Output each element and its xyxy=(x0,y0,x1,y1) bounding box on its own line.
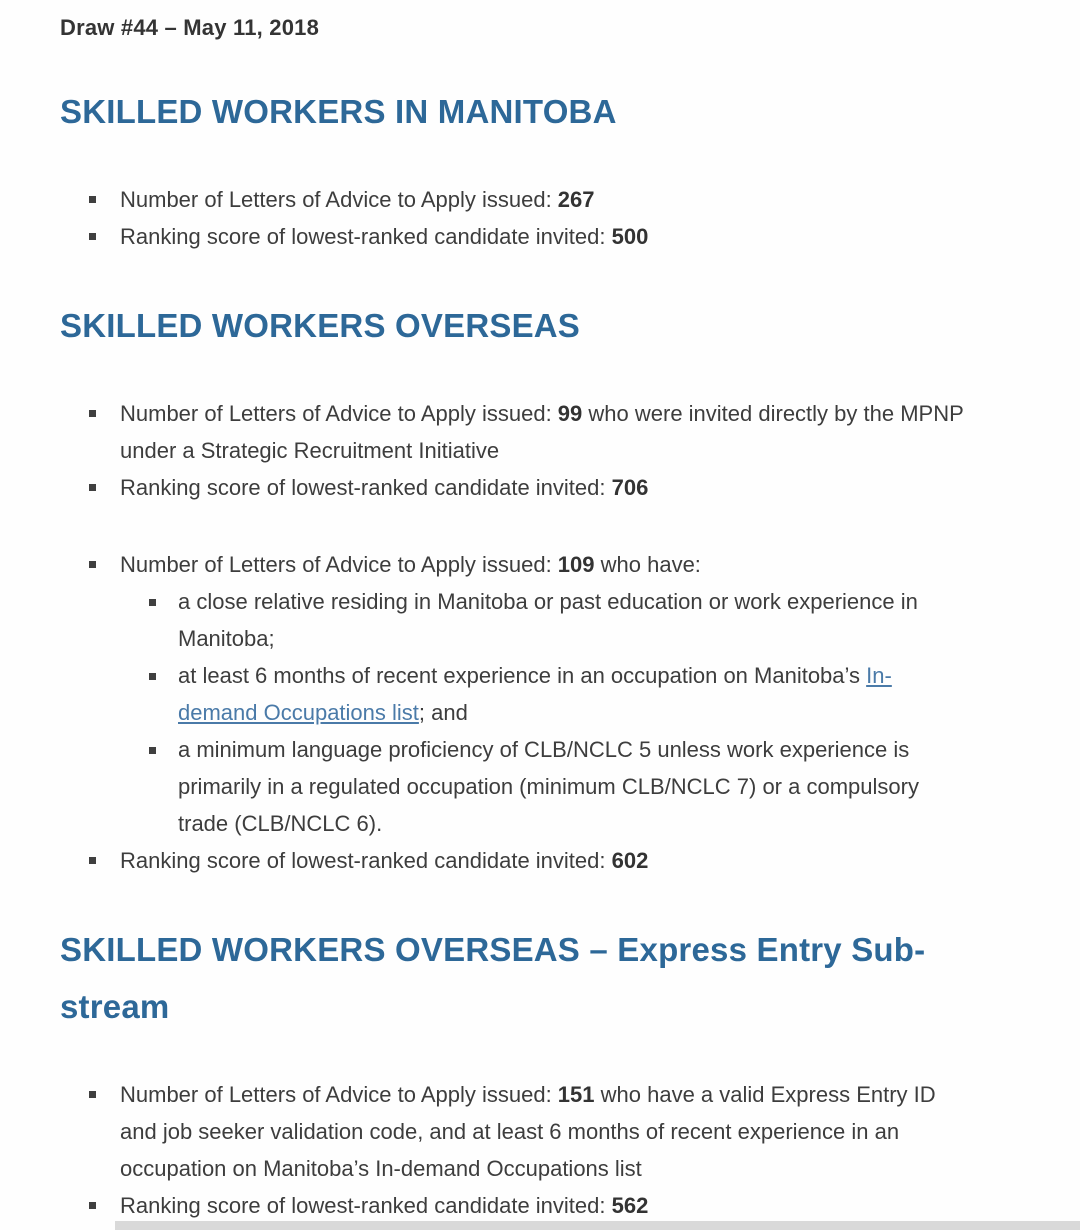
list-item xyxy=(178,657,968,731)
list-item xyxy=(120,842,978,879)
bullet-list xyxy=(60,395,980,506)
bullet-list xyxy=(60,546,980,879)
list-item xyxy=(120,395,978,469)
text-run: a close relative residing in Manitoba or past education or work experience in Manitoba; xyxy=(178,588,918,651)
bold-value: 99 xyxy=(557,400,583,426)
bullet-list xyxy=(60,181,980,255)
section-heading: SKILLED WORKERS OVERSEAS xyxy=(60,306,581,344)
bold-value: 151 xyxy=(557,1082,595,1107)
text-run: who have a valid Express Entry ID and job seeker validation code, and at least 6 months of recent experience in an occupation on Manitoba’s In-demand Occupations list xyxy=(120,1082,936,1181)
text-run: Number of Letters of Advice to Apply issued: xyxy=(120,1082,558,1107)
text-run: Ranking score of lowest-ranked candidate invited: xyxy=(120,474,612,500)
list-item xyxy=(120,218,978,255)
sections xyxy=(60,83,984,1224)
in-demand-occupations-link[interactable]: In-demand Occupations list xyxy=(178,662,892,725)
section-heading: SKILLED WORKERS OVERSEAS – Express Entry Sub-stream xyxy=(60,930,926,1026)
text-run: Ranking score of lowest-ranked candidate invited: xyxy=(120,1193,612,1218)
list-item xyxy=(120,469,978,506)
bottom-cropped-element xyxy=(115,1221,1080,1230)
section-skilled-workers-overseas-express-entry-sub-stream xyxy=(60,921,984,1225)
section-skilled-workers-in-manitoba xyxy=(60,83,984,255)
text-run: who have: xyxy=(594,551,701,577)
text-run: Ranking score of lowest-ranked candidate invited: xyxy=(120,223,612,249)
section-skilled-workers-overseas xyxy=(60,297,984,879)
text-run: Number of Letters of Advice to Apply issued: xyxy=(120,400,558,426)
list-item xyxy=(178,731,968,842)
bold-value: 267 xyxy=(557,186,595,212)
bullet-list xyxy=(60,1076,980,1224)
list-item xyxy=(120,181,978,218)
text-run: Number of Letters of Advice to Apply issued: xyxy=(120,551,558,577)
text-run: Ranking score of lowest-ranked candidate invited: xyxy=(120,847,612,873)
text-run: a minimum language proficiency of CLB/NCLC 5 unless work experience is primarily in a regulated occupation (minimum CLB/NCLC 7) or a compulsory trade (CLB/NCLC 6). xyxy=(178,736,919,836)
text-run: ; and xyxy=(418,699,468,725)
list-item xyxy=(178,583,968,657)
text-run: who were invited directly by the MPNP under a Strategic Recruitment Initiative xyxy=(120,400,964,463)
draw-title: Draw #44 – May 11, 2018 xyxy=(60,15,320,40)
text-run: Number of Letters of Advice to Apply issued: xyxy=(120,186,558,212)
bold-value: 602 xyxy=(611,847,649,873)
list-item xyxy=(120,546,978,842)
text-run: at least 6 months of recent experience in an occupation on Manitoba’s xyxy=(178,662,867,688)
bold-value: 706 xyxy=(611,474,649,500)
sub-bullet-list xyxy=(120,583,978,842)
list-item xyxy=(120,1076,978,1187)
bold-value: 500 xyxy=(611,223,649,249)
list-item xyxy=(120,1187,978,1224)
bold-value: 109 xyxy=(557,551,595,577)
section-heading: SKILLED WORKERS IN MANITOBA xyxy=(60,93,617,130)
bold-value: 562 xyxy=(611,1193,649,1218)
